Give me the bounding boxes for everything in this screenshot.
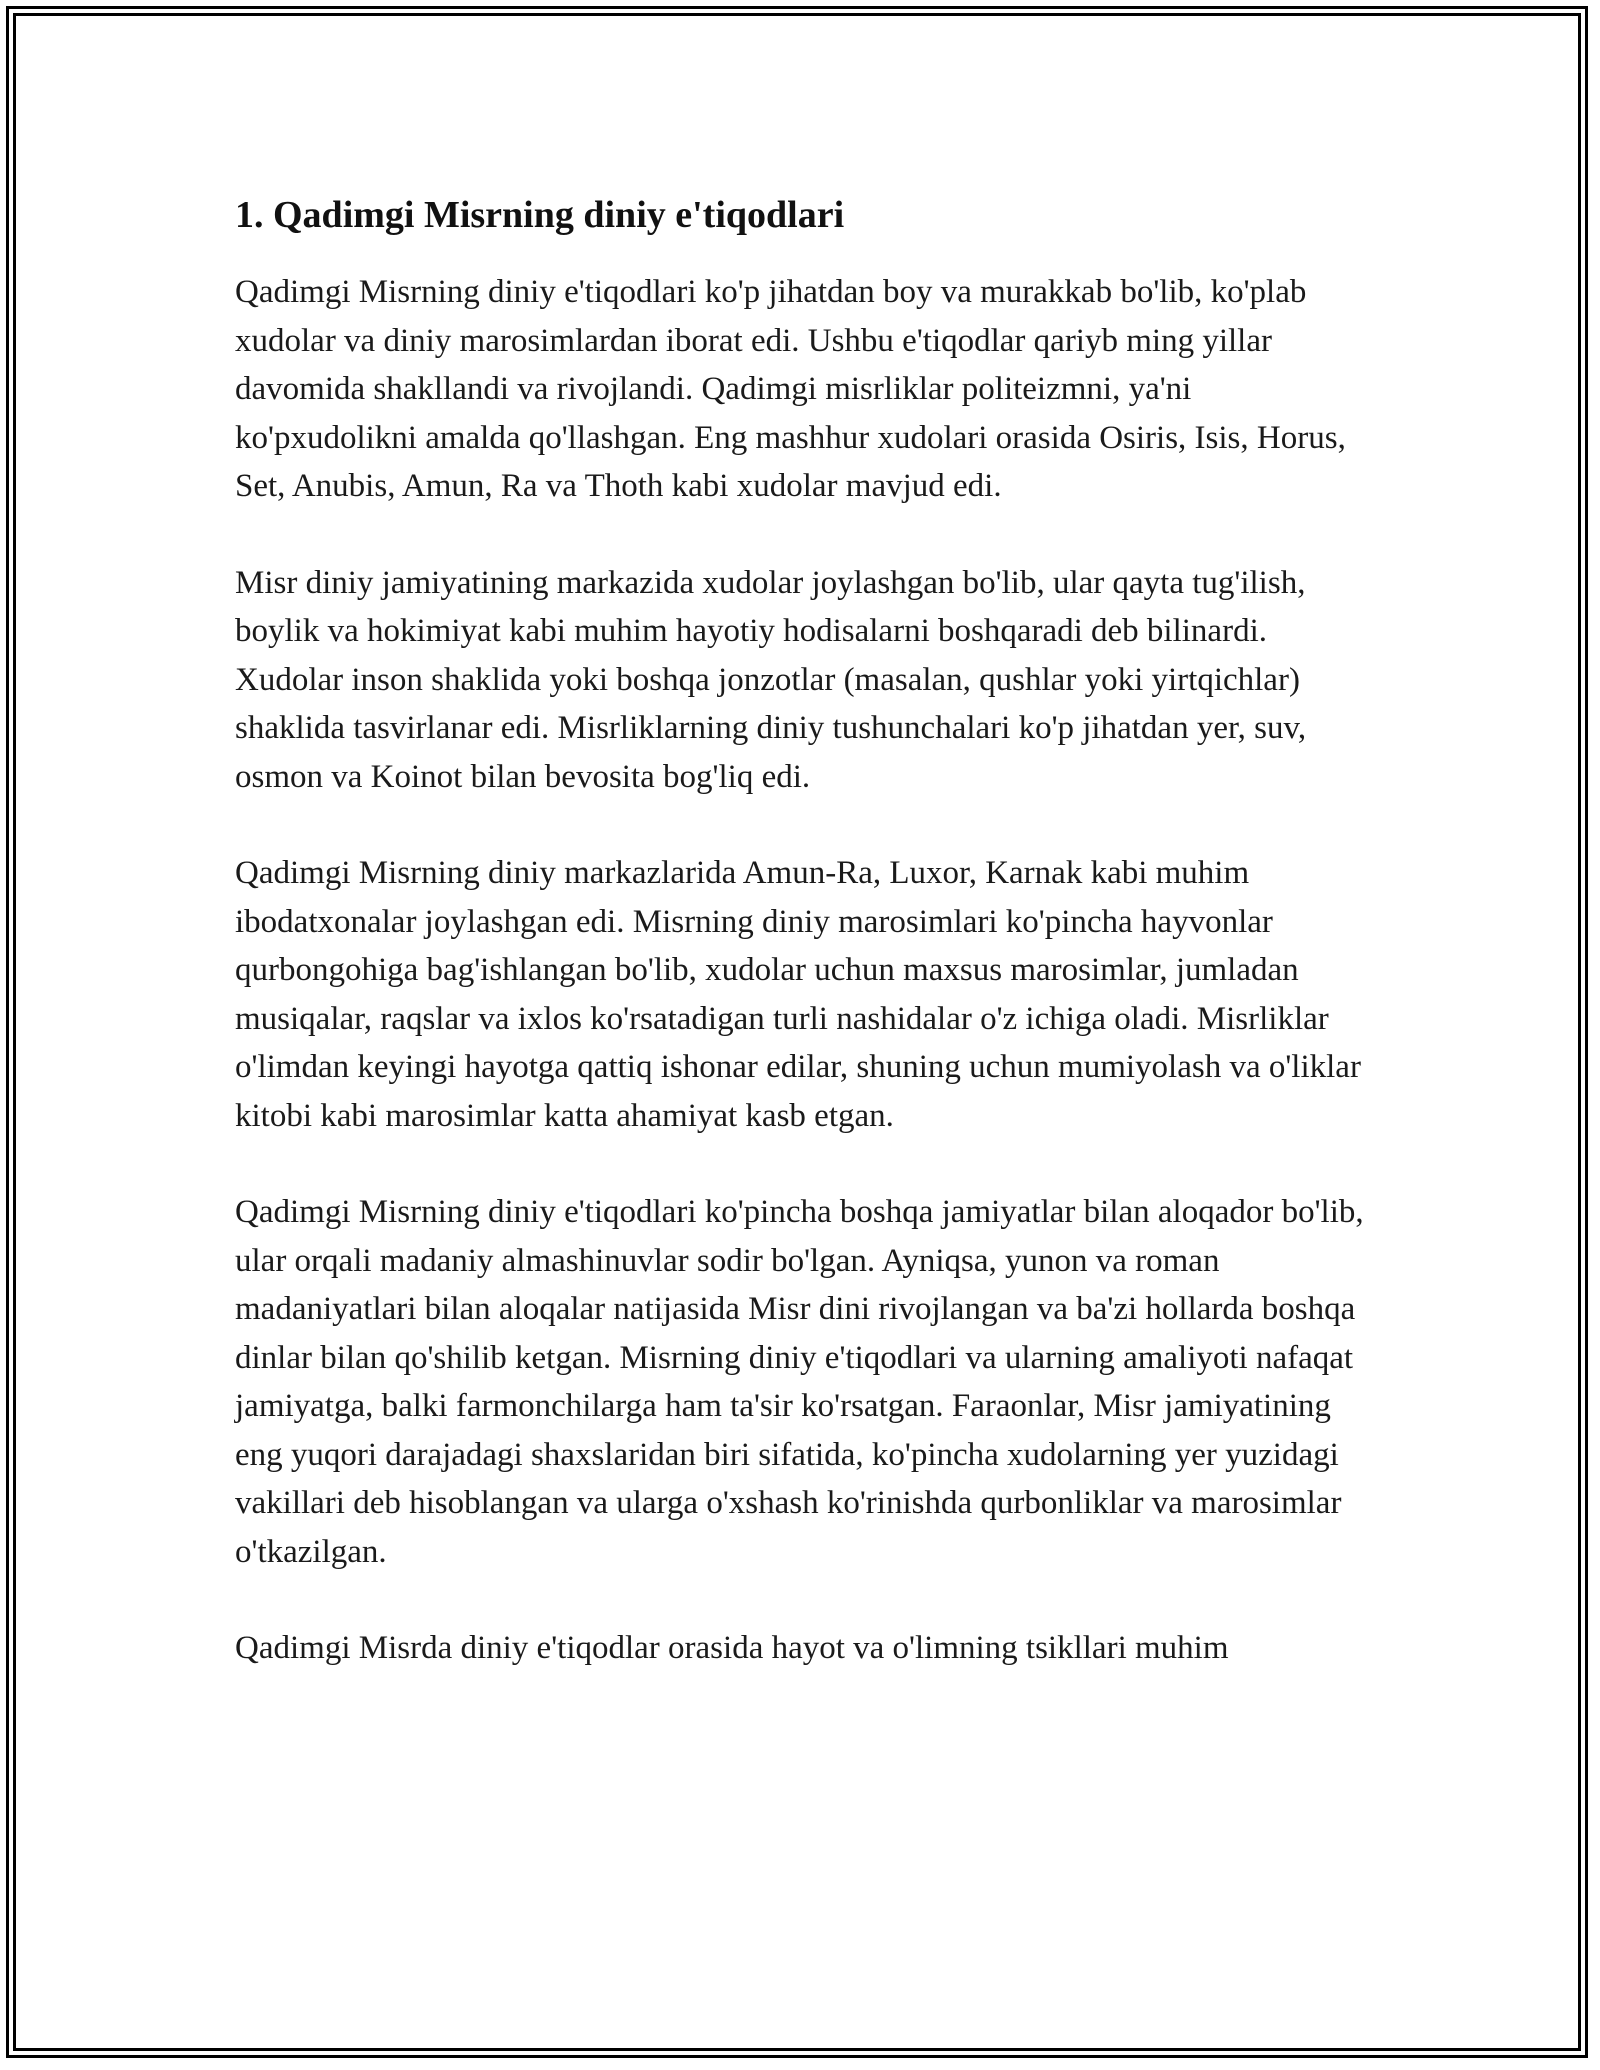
paragraph-2: Misr diniy jamiyatining markazida xudolar joylashgan bo'lib, ular qayta tug'ilish, boylik va hokimiyat kabi muhim hayotiy hodisalarni boshqaradi deb bilinardi. Xudolar inson shaklida yoki boshqa jonzotlar (masalan, qushlar yoki yirtqichlar) shaklida tasvirlanar edi. Misrliklarning diniy tushunchalari ko'p jihatdan yer, suv, osmon va Koinot bilan bevosita bog'liq edi. [235,564,1307,795]
section-heading: 1. Qadimgi Misrning diniy e'tiqodlari [235,194,845,236]
paragraph-3: Qadimgi Misrning diniy markazlarida Amun-Ra, Luxor, Karnak kabi muhim ibodatxonalar joylashgan edi. Misrning diniy marosimlari ko'pincha hayvonlar qurbongohiga bag'ishlangan bo'lib, xudolar uchun maxsus marosimlar, jumladan musiqalar, raqslar va ixlos ko'rsatadigan turli nashidalar o'z ichiga oladi. Misrliklar o'limdan keyingi hayotga qattiq ishonar edilar, shuning uchun mumiyolash va o'liklar kitobi kabi marosimlar katta ahamiyat kasb etgan. [235,855,1361,1134]
paragraph-4: Qadimgi Misrning diniy e'tiqodlari ko'pincha boshqa jamiyatlar bilan aloqador bo'lib, ular orqali madaniy almashinuvlar sodir bo'lgan. Ayniqsa, yunon va roman madaniyatlari bilan aloqalar natijasida Misr dini rivojlangan va ba'zi hollarda boshqa dinlar bilan qo'shilib ketgan. Misrning diniy e'tiqodlari va ularning amaliyoti nafaqat jamiyatga, balki farmonchilarga ham ta'sir ko'rsatgan. Faraonlar, Misr jamiyatining eng yuqori darajadagi shaxslaridan biri sifatida, ko'pincha xudolarning yer yuzidagi vakillari deb hisoblangan va ularga o'xshash ko'rinishda qurbonliklar va marosimlar o'tkazilgan. [235,1194,1364,1570]
paragraph-1: Qadimgi Misrning diniy e'tiqodlari ko'p jihatdan boy va murakkab bo'lib, ko'plab xudolar va diniy marosimlardan iborat edi. Ushbu e'tiqodlar qariyb ming yillar davomida shakllandi va rivojlandi. Qadimgi misrliklar politeizmni, ya'ni ko'pxudolikni amalda qo'llashgan. Eng mashhur xudolari orasida Osiris, Isis, Horus, Set, Anubis, Amun, Ra va Thoth kabi xudolar mavjud edi. [235,274,1346,504]
document-body [235,190,1370,1721]
paragraph-5: Qadimgi Misrda diniy e'tiqodlar orasida hayot va o'limning tsikllari muhim [235,1630,1229,1666]
